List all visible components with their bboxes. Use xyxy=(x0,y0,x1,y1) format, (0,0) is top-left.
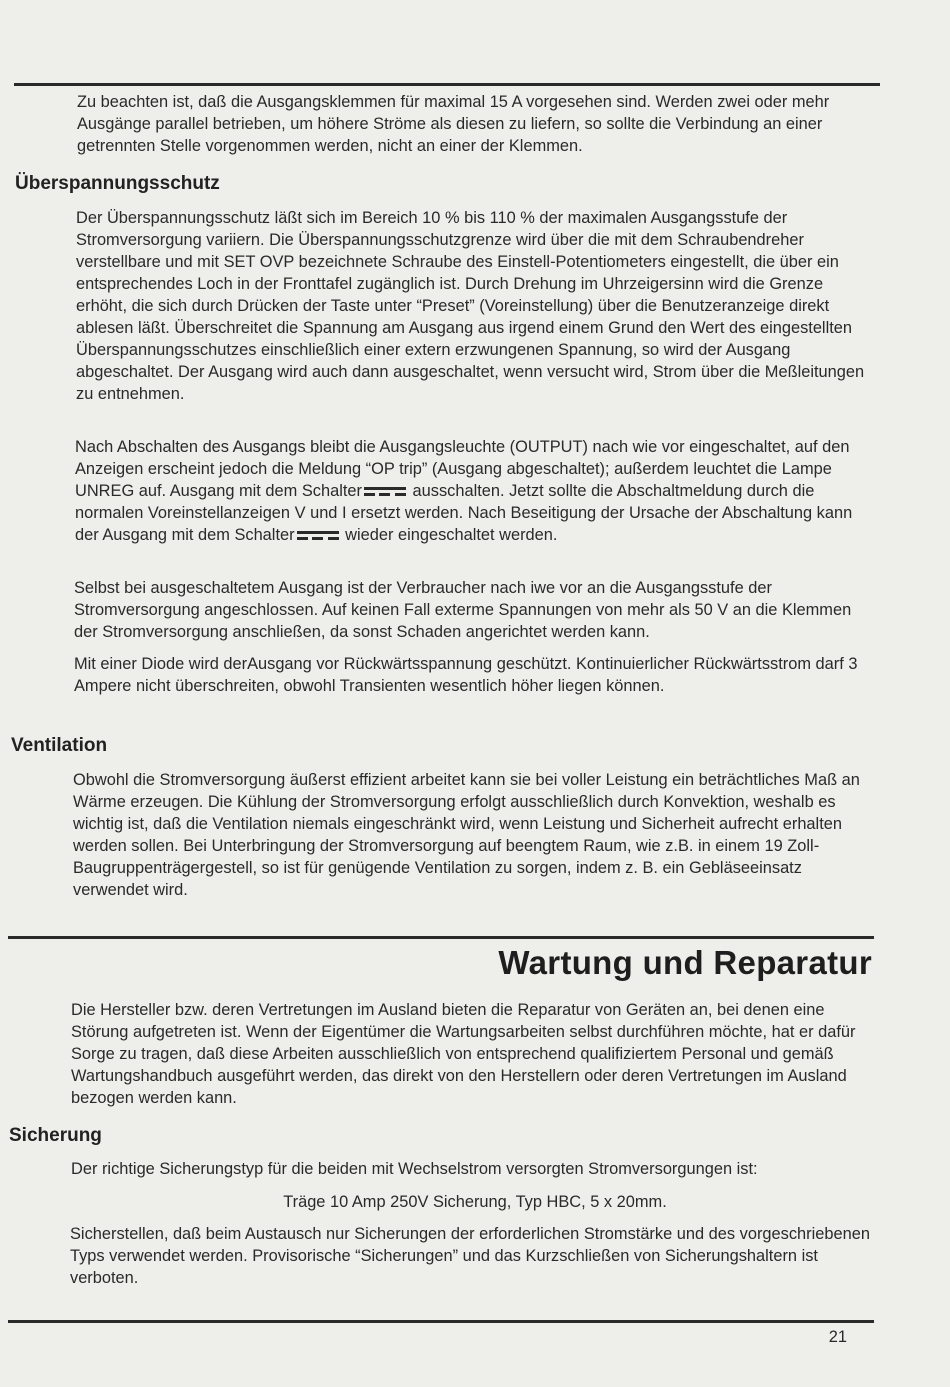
maintenance-paragraph: Die Hersteller bzw. deren Vertretungen im Ausland bieten die Reparatur von Geräten an, bei denen eine Störung aufgetreten ist. Wenn der Eigentümer die Wartungsarbeiten selbst durchführen möchte, hat er dafür Sorge zu tragen, daß diese Arbeiten ausschließlich von entsprechend qualifiziertem Personal und gemäß Wartungshandbuch ausgeführt werden, das direkt von den Herstellern oder deren Vertretungen im Ausland bezogen werden kann. xyxy=(71,1001,856,1107)
fuse-paragraph-1: Der richtige Sicherungstyp für die beiden mit Wechselstrom versorgten Stromversorgungen ist: xyxy=(71,1160,758,1178)
ventilation-paragraph: Obwohl die Stromversorgung äußerst effizient arbeitet kann sie bei voller Leistung ein beträchtliches Maß an Wärme erzeugen. Die Kühlung der Stromversorgung erfolgt ausschließlich durch Konvektion, weshalb es wichtig ist, daß die Ventilation niemals eingeschränkt wird, wenn Leistung und Sicherheit aufrecht erhalten werden sollen. Bei Unterbringung der Stromversorgung auf beengtem Raum, wie z.B. in einem 19 Zoll-Baugruppenträgergestell, so ist für genügende Ventilation zu sorgen, indem z. B. ein Gebläseeinsatz verwendet wird. xyxy=(73,771,860,899)
overvoltage-paragraph-2-part-b: ausschalten. Jetzt sollte die Abschaltmeldung durch die normalen Voreinstellanzeigen V und I ersetzt werden. Nach Beseitigung der Ursache der Abschaltung kann der Ausgang mit dem Schalter xyxy=(75,482,853,544)
bottom-divider xyxy=(8,1320,874,1323)
page-number: 21 xyxy=(828,1328,847,1346)
heading-overvoltage-protection: Überspannungsschutz xyxy=(15,173,220,194)
dc-switch-symbol-icon xyxy=(297,528,339,542)
fuse-specification: Träge 10 Amp 250V Sicherung, Typ HBC, 5 x 20mm. xyxy=(283,1193,667,1211)
overvoltage-paragraph-3: Selbst bei ausgeschaltetem Ausgang ist der Verbraucher nach iwe vor an die Ausgangsstufe der Stromversorgung angeschlossen. Auf keinen Fall exterme Spannungen von mehr als 50 V an die Klemmen der Stromversorgung anschließen, da sonst Schaden angerichtet werden kann. xyxy=(74,579,852,641)
overvoltage-paragraph-1: Der Überspannungsschutz läßt sich im Bereich 10 % bis 110 % der maximalen Ausgangsstufe der Stromversorgung variiern. Die Überspannungsschutzgrenze wird über die mit dem Schraubendreher verstellbare und mit SET OVP bezeichnete Schraube des Einstell-Potentiometers eingestellt, die über ein entsprechendes Loch in der Fronttafel zugänglich ist. Durch Drehung im Uhrzeigersinn wird die Grenze erhöht, die sich durch Drücken der Taste unter “Preset” (Voreinstellung) über die Benutzeranzeige direkt ablesen läßt. Überschreitet die Spannung am Ausgang aus irgend einem Grund den Wert des eingestellten Überspannungsschutzes einschließlich einer extern erzwungenen Spannung, so wird der Ausgang abgeschaltet. Der Ausgang wird auch dann ausgeschaltet, wenn versucht wird, Strom über die Meßleitungen zu entnehmen. xyxy=(76,209,865,403)
heading-ventilation: Ventilation xyxy=(11,735,108,756)
overvoltage-paragraph-2 xyxy=(75,436,875,546)
heading-fuse: Sicherung xyxy=(9,1125,102,1146)
overvoltage-paragraph-2-part-a: Nach Abschalten des Ausgangs bleibt die Ausgangsleuchte (OUTPUT) nach wie vor eingeschaltet, auf den Anzeigen erscheint jedoch die Meldung “OP trip” (Ausgang abgeschaltet); außerdem leuchtet die Lampe UNREG auf. Ausgang mit dem Schalter xyxy=(75,438,850,500)
overvoltage-paragraph-2-part-c: wieder eingeschaltet werden. xyxy=(345,526,558,544)
dc-switch-symbol-icon xyxy=(364,484,406,498)
top-divider xyxy=(14,83,880,86)
section-divider xyxy=(8,936,874,939)
heading-maintenance-and-repair: Wartung und Reparatur xyxy=(498,944,872,981)
overvoltage-paragraph-4: Mit einer Diode wird derAusgang vor Rückwärtsspannung geschützt. Kontinuierlicher Rückwärtsstrom darf 3 Ampere nicht überschreiten, obwohl Transienten wesentlich höher liegen können. xyxy=(74,655,858,695)
intro-paragraph: Zu beachten ist, daß die Ausgangsklemmen für maximal 15 A vorgesehen sind. Werden zwei oder mehr Ausgänge parallel betrieben, um höhere Ströme als diesen zu liefern, so sollte die Verbindung an einer getrennten Stelle vorgenommen werden, nicht an einer der Klemmen. xyxy=(77,93,830,155)
fuse-paragraph-2: Sicherstellen, daß beim Austausch nur Sicherungen der erforderlichen Stromstärke und des vorgeschriebenen Typs verwendet werden. Provisorische “Sicherungen” und das Kurzschließen von Sicherungshaltern ist verboten. xyxy=(70,1225,870,1287)
